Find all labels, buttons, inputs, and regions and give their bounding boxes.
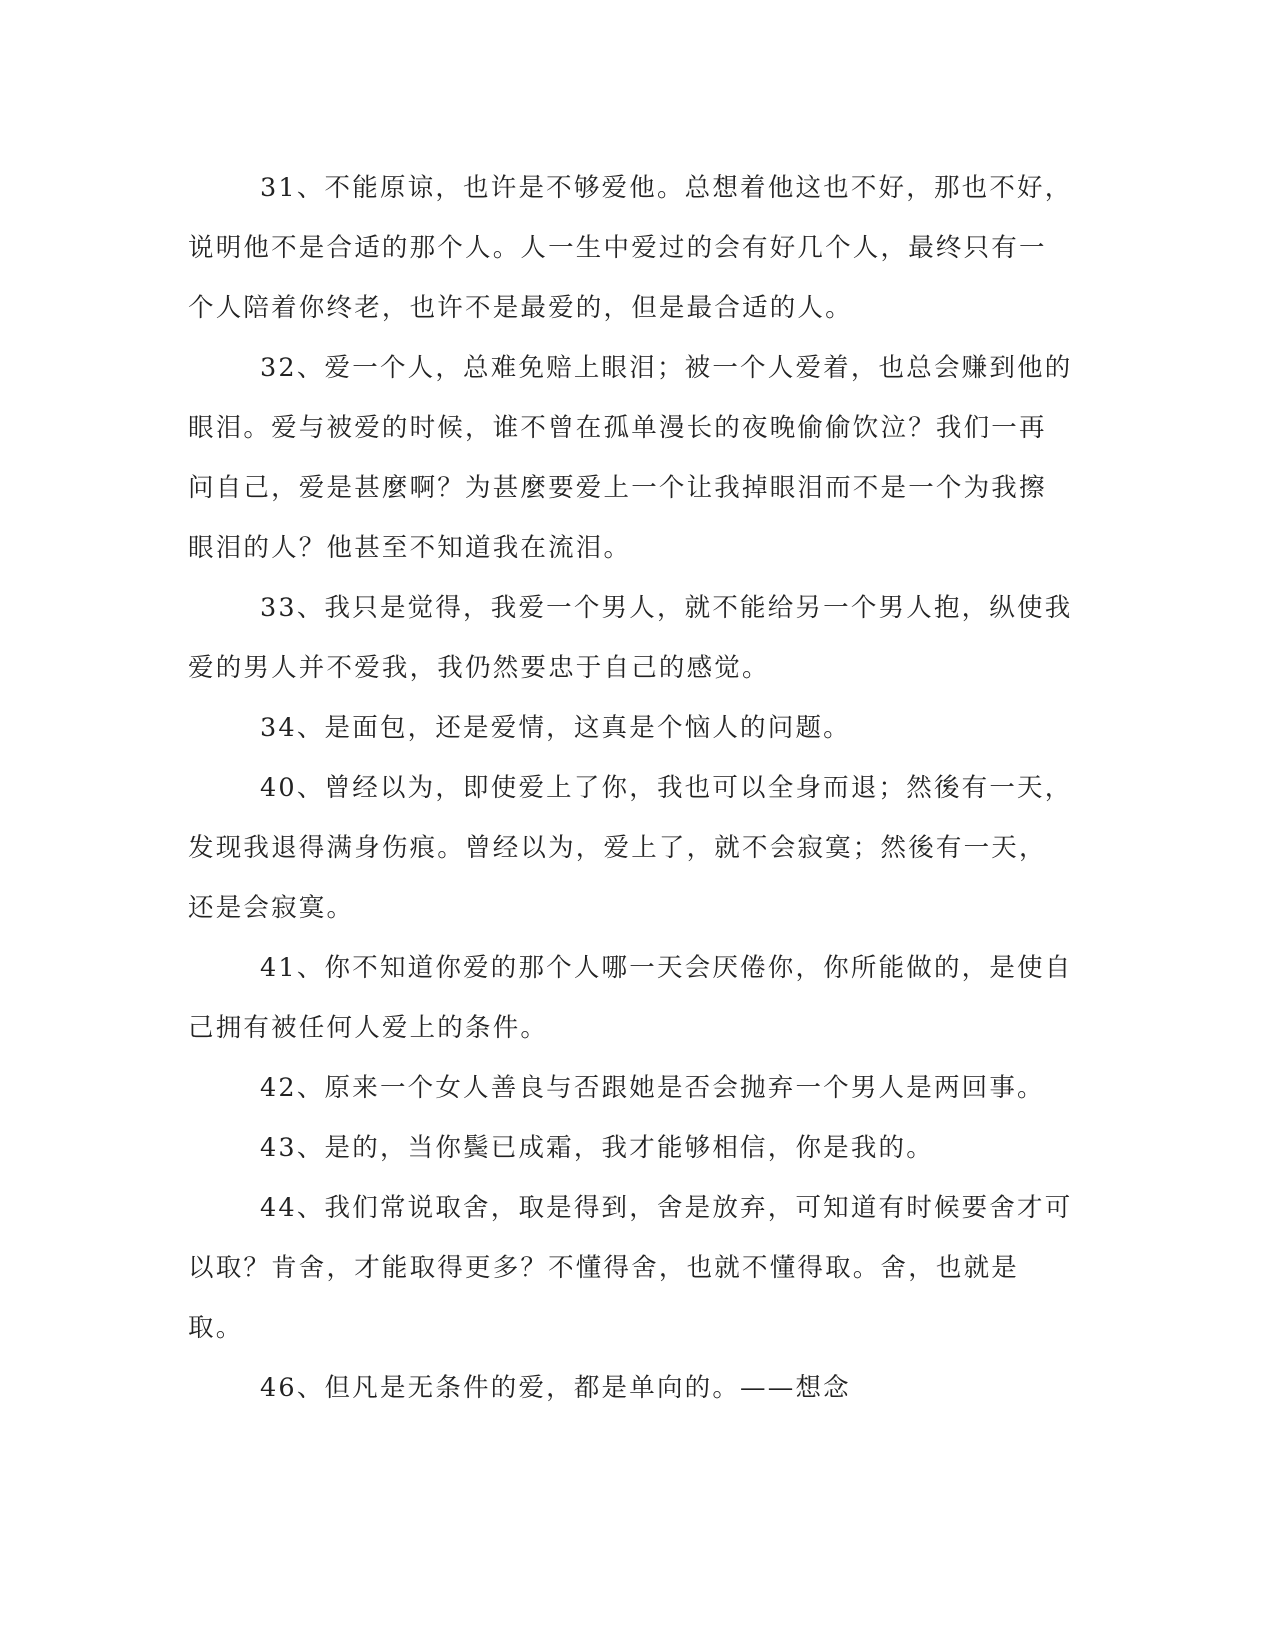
paragraph-42: 42、原来一个女人善良与否跟她是否会抛弃一个男人是两回事。 [260, 1073, 1045, 1103]
paragraph-32: 32、爱一个人，总难免赔上眼泪；被一个人爱着，也总会赚到他的眼泪。爱与被爱的时候，谁不曾在孤单漫长的夜晚偷偷饮泣？我们一再问自己，爱是甚麼啊？为甚麼要爱上一个让我掉眼泪而不是一个为我擦眼泪的人？他甚至不知道我在流泪。 [188, 353, 1073, 563]
paragraph-41: 41、你不知道你爱的那个人哪一天会厌倦你，你所能做的，是使自己拥有被任何人爱上的条件。 [188, 953, 1073, 1043]
paragraph-33: 33、我只是觉得，我爱一个男人，就不能给另一个男人抱，纵使我爱的男人并不爱我，我仍然要忠于自己的感觉。 [188, 593, 1073, 683]
paragraph-46: 46、但凡是无条件的爱，都是单向的。——想念 [260, 1373, 851, 1403]
paragraph-34: 34、是面包，还是爱情，这真是个恼人的问题。 [260, 713, 851, 743]
paragraph-43: 43、是的，当你鬓已成霜，我才能够相信，你是我的。 [260, 1133, 934, 1163]
paragraph-31: 31、不能原谅，也许是不够爱他。总想着他这也不好，那也不好，说明他不是合适的那个人。人一生中爱过的会有好几个人，最终只有一个人陪着你终老，也许不是最爱的，但是最合适的人。 [188, 173, 1073, 323]
paragraph-40: 40、曾经以为，即使爱上了你，我也可以全身而退；然後有一天，发现我退得满身伤痕。曾经以为，爱上了，就不会寂寞；然後有一天，还是会寂寞。 [188, 773, 1073, 923]
paragraph-44: 44、我们常说取舍，取是得到，舍是放弃，可知道有时候要舍才可以取？肯舍，才能取得更多？不懂得舍，也就不懂得取。舍，也就是取。 [188, 1193, 1073, 1343]
document-body [188, 158, 1073, 1418]
